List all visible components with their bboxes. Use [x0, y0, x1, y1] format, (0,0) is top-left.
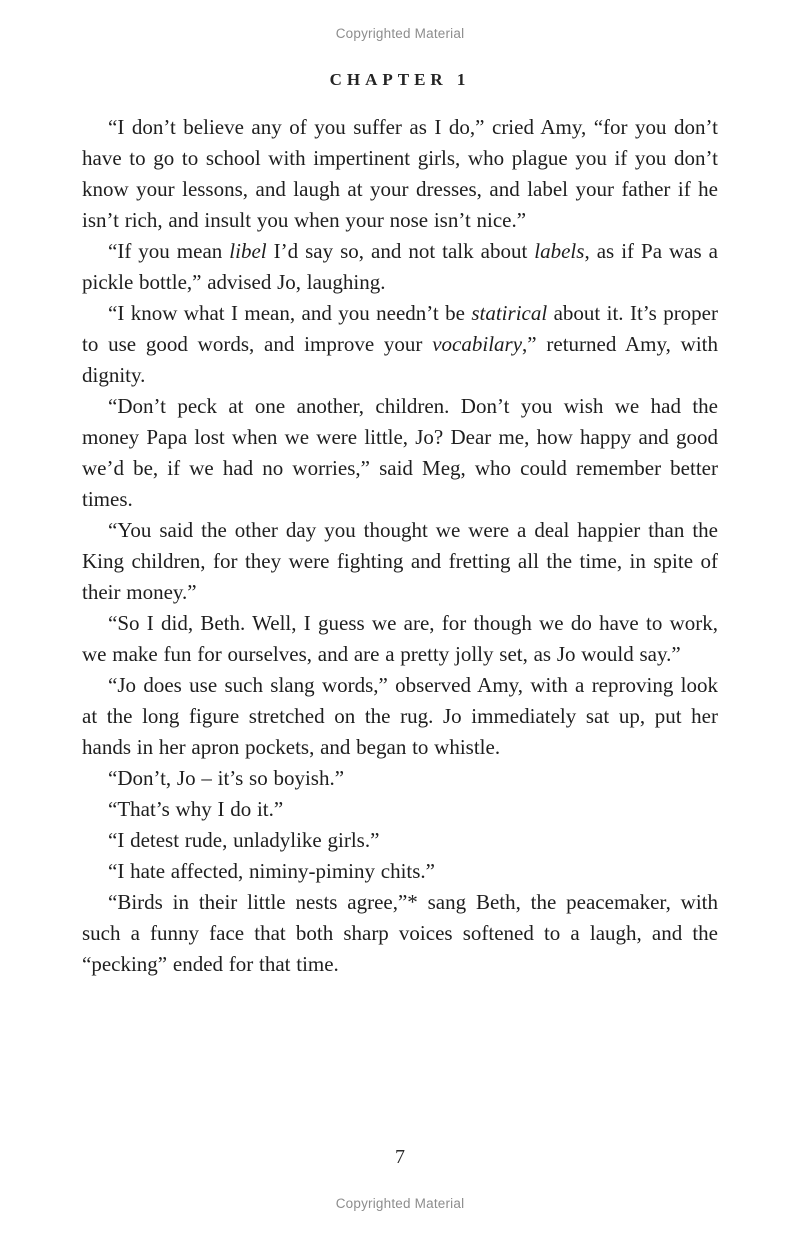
paragraph — [82, 515, 718, 608]
text-run: “Don’t, Jo – it’s so boyish.” — [108, 766, 345, 790]
text-run: “I detest rude, unladylike girls.” — [108, 828, 380, 852]
paragraph — [82, 763, 718, 794]
text-run: about it. It’s proper to use good words, and improve your — [82, 301, 718, 356]
paragraph — [82, 887, 718, 980]
copyright-notice-top: Copyrighted Material — [335, 26, 465, 41]
text-run: “I know what I mean, and you needn’t be — [108, 301, 472, 325]
paragraph — [82, 391, 718, 515]
page-number: 7 — [395, 1146, 405, 1168]
paragraph — [82, 608, 718, 670]
paragraph — [82, 825, 718, 856]
text-run: “So I did, Beth. Well, I guess we are, for though we do have to work, we make fun for ourselves, and are a pretty jolly set, as Jo would say.” — [82, 611, 718, 666]
text-run: “You said the other day you thought we were a deal happier than the King children, for they were fighting and fretting all the time, in spite of their money.” — [82, 518, 718, 604]
text-run: I’d say so, and not talk about — [266, 239, 535, 263]
paragraph — [82, 794, 718, 825]
text-run: “I don’t believe any of you suffer as I do,” cried Amy, “for you don’t have to go to school with impertinent girls, who plague you if you don’t know your lessons, and laugh at your dresses, and label your father if he isn’t rich, and insult you when your nose isn’t nice.” — [82, 115, 718, 232]
text-run: “If you mean — [108, 239, 230, 263]
italic-text-run: vocabilary — [432, 332, 523, 356]
text-run: , as if Pa was a pickle bottle,” advised Jo, laughing. — [82, 239, 718, 294]
italic-text-run: libel — [229, 239, 267, 263]
text-run: ,” returned Amy, with dignity. — [82, 332, 718, 387]
paragraph — [82, 670, 718, 763]
italic-text-run: statirical — [471, 301, 548, 325]
paragraph — [82, 856, 718, 887]
paragraph — [82, 112, 718, 236]
paragraph — [82, 298, 718, 391]
text-run: “That’s why I do it.” — [108, 797, 284, 821]
chapter-title: CHAPTER 1 — [329, 70, 471, 89]
italic-text-run: labels — [534, 239, 585, 263]
text-run: “Don’t peck at one another, children. Don’t you wish we had the money Papa lost when we were little, Jo? Dear me, how happy and good we’d be, if we had no worries,” said Meg, who could remember better times. — [82, 394, 718, 511]
text-run: “I hate affected, niminy-piminy chits.” — [108, 859, 435, 883]
body-text — [82, 112, 718, 980]
copyright-notice-bottom: Copyrighted Material — [335, 1196, 465, 1211]
text-run: “Birds in their little nests agree,”* sang Beth, the peacemaker, with such a funny face that both sharp voices softened to a laugh, and the “pecking” ended for that time. — [82, 890, 718, 976]
text-run: “Jo does use such slang words,” observed Amy, with a reproving look at the long figure stretched on the rug. Jo immediately sat up, put her hands in her apron pockets, and began to whistle. — [82, 673, 718, 759]
paragraph — [82, 236, 718, 298]
